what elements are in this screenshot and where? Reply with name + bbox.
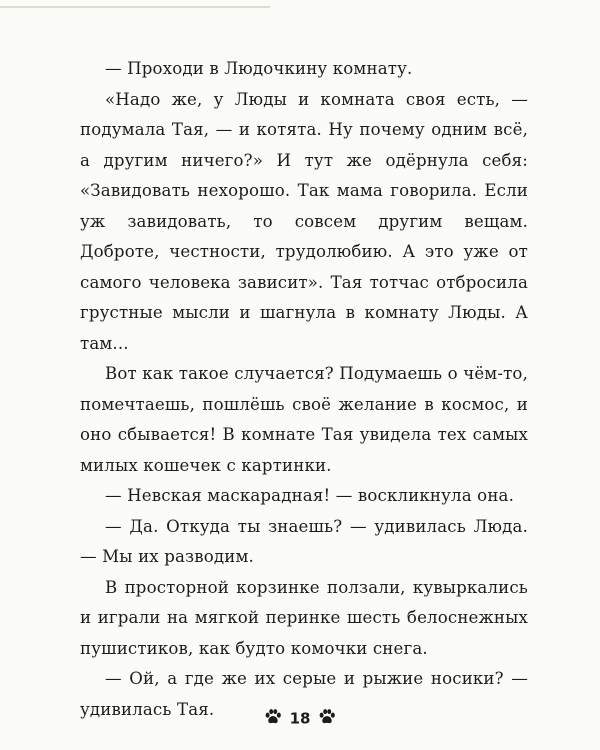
paragraph: Вот как такое случается? Подумаешь о чём-то, помечтаешь, пошлёшь своё желание в космос, и оно сбывается! В комнате Тая увидела тех самых милых кошечек с картинки. <box>80 364 528 475</box>
paw-print-icon <box>318 708 336 726</box>
page-footer <box>0 706 600 731</box>
top-edge-rule <box>0 6 270 8</box>
page-number: 18 <box>289 709 311 728</box>
paragraph: — Невская маскарадная! — воскликнула она. <box>105 486 514 505</box>
paragraph: — Ой, а где же их серые и рыжие носики? — удивилась Тая. <box>80 669 528 719</box>
paragraph: «Надо же, у Люды и комната своя есть, — подумала Тая, — и котята. Ну почему одним всё, а другим ничего?» И тут же одёрнула себя: «Завидовать нехорошо. Так мама говорила. Если уж завидовать, то совсем другим вещам. Доброте, честности, трудолюбию. А это уже от самого человека зависит». Тая тотчас отбросила грустные мысли и шагнула в комнату Люды. А там... <box>80 89 528 353</box>
paw-print-icon <box>264 708 282 726</box>
book-page-text <box>80 54 528 725</box>
paragraph: — Да. Откуда ты знаешь? — удивилась Люда. — Мы их разводим. <box>80 516 528 566</box>
paragraph: В просторной корзинке ползали, кувыркались и играли на мягкой перинке шесть белоснежных пушистиков, как будто комочки снега. <box>80 577 528 658</box>
paragraph: — Проходи в Людочкину комнату. <box>105 59 413 78</box>
